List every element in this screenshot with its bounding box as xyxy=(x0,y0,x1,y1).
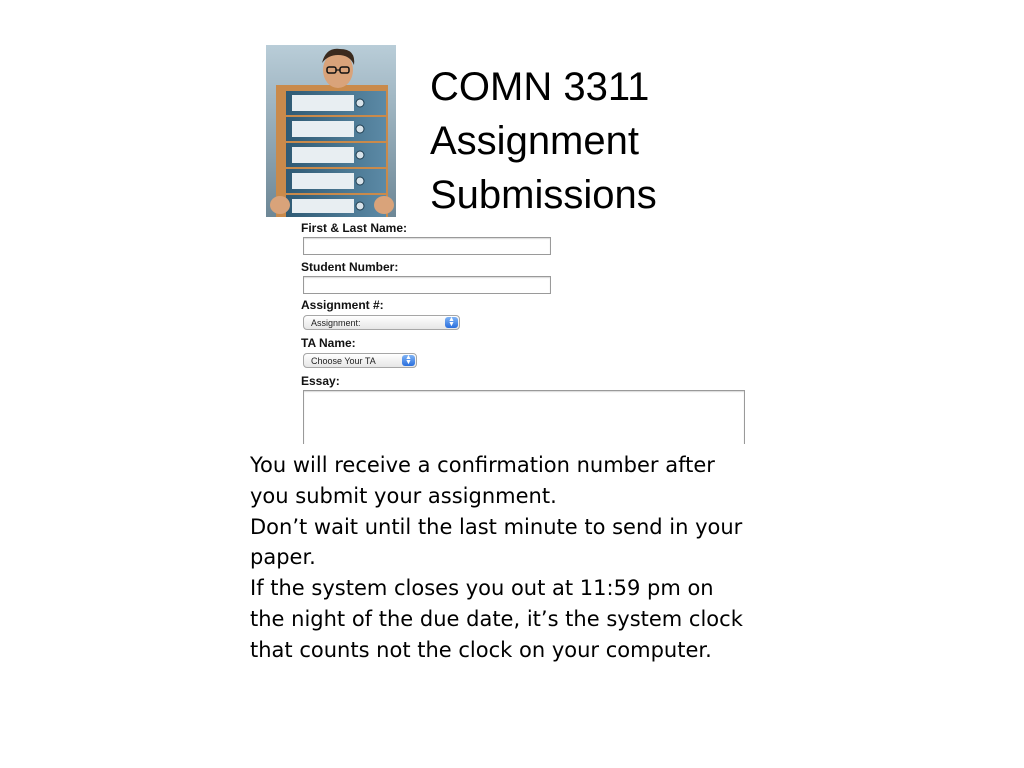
title-line-1: COMN 3311 xyxy=(430,65,650,109)
instruction-line: you submit your assignment. xyxy=(250,483,557,508)
instruction-line: that counts not the clock on your computer. xyxy=(250,637,712,662)
student-number-label: Student Number: xyxy=(301,260,399,274)
instruction-line: paper. xyxy=(250,545,316,570)
instruction-line: You will receive a confirmation number after xyxy=(250,453,715,477)
title-line-2: Assignment xyxy=(430,119,639,163)
title-line-3: Submissions xyxy=(430,173,657,217)
ta-select[interactable] xyxy=(303,353,417,368)
essay-label: Essay: xyxy=(301,374,340,388)
instruction-line: the night of the due date, it’s the system clock xyxy=(250,606,743,631)
ta-select-value: Choose Your TA xyxy=(311,356,376,366)
instructions-text xyxy=(250,450,880,666)
instruction-line: If the system closes you out at 11:59 pm on xyxy=(250,576,714,601)
essay-textarea[interactable] xyxy=(303,390,745,444)
name-input[interactable] xyxy=(303,237,551,255)
name-label: First & Last Name: xyxy=(301,221,408,235)
slide-title xyxy=(430,60,730,222)
assignment-select-value: Assignment: xyxy=(311,318,361,328)
assignment-select[interactable] xyxy=(303,315,460,330)
submission-form xyxy=(301,218,761,444)
assignment-label: Assignment #: xyxy=(301,298,384,312)
instruction-line: Don’t wait until the last minute to send in your xyxy=(250,514,743,539)
student-number-input[interactable] xyxy=(303,276,551,294)
up-down-arrows-icon: ▲ ▼ xyxy=(402,355,415,366)
up-down-arrows-icon: ▲ ▼ xyxy=(445,317,458,328)
ta-label: TA Name: xyxy=(301,336,356,350)
person-holding-binders-photo xyxy=(266,45,396,217)
